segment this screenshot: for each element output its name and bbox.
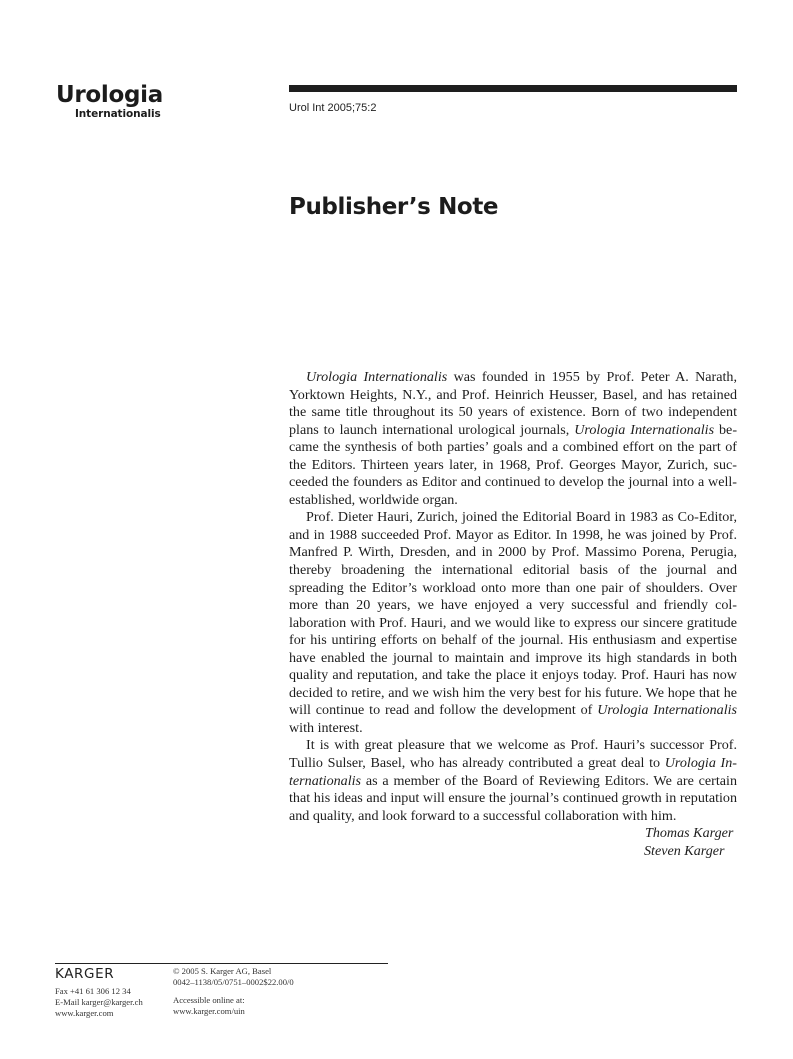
paragraph-2: [289, 509, 737, 737]
paragraph-1: [289, 369, 737, 509]
text-run: Prof. Dieter Hauri, Zurich, joined the Editorial Board in 1983 as Co-Editor, and in 1988 succeeded Prof. Mayor as Editor. In 1998, he was joined by Prof. Manfred P. Wirth, Dresden, and in 2000 by Prof. Massimo Porena, Perugia, thereby broadening the international editorial basis of the journal and spreading the Editor’s workload onto more than one pair of shoulders. Over more than 20 years, we have enjoyed a very successful and friendly collaboration with Prof. Hauri, and we would like to express our sincere gratitude for his untiring efforts on behalf of the journal. His enthusiasm and expertise have enabled the journal to maintain and improve its high standards in both quality and reputation, and take the place it enjoys today. Prof. Hauri has now decided to retire, and we wish him the very best for his future. We hope that he will continue to read and follow the development of: [289, 509, 737, 719]
website-link[interactable]: www.karger.com: [55, 1008, 114, 1018]
text-run: became the synthesis of both parties’ goals and a combined effort on the part of the Editors. Thirteen years later, in 1968, Prof. Georges Mayor, Zurich, succeeded the founders as Editor and continued to develop the journal into a well-established, worldwide organ.: [289, 421, 738, 508]
email-link[interactable]: E-Mail karger@karger.ch: [55, 997, 143, 1007]
journal-name-italic: Urologia Internationalis: [574, 421, 715, 438]
journal-name-italic: Urologia Internationalis: [289, 755, 737, 789]
signature-block: [289, 825, 737, 860]
text-run: was founded in 1955 by Prof. Peter A. Narath, Yorktown Heights, N.Y., and Prof. Heinrich Heusser, Basel, and has retained the same title throughout its 50 years of existence. Born of two independent plans to launch international urological journals,: [289, 369, 737, 438]
paragraph-3: [289, 737, 737, 825]
article-body: [289, 369, 737, 860]
footer-copyright: [173, 966, 373, 1017]
copyright-notice: © 2005 S. Karger AG, Basel: [173, 966, 272, 976]
text-run: as a member of the Board of Reviewing Editors. We are certain that his ideas and input will ensure the journal’s continued growth in reputation and quality, and look forward to a successful collaboration with him.: [289, 772, 737, 824]
article-code: 0042–1138/05/0751–0002$22.00/0: [173, 977, 294, 987]
karger-logo: KARGER: [55, 966, 115, 982]
online-access-link[interactable]: www.karger.com/uin: [173, 1006, 245, 1016]
header-rule: [289, 85, 737, 92]
journal-name-italic: Urologia Internationalis: [306, 369, 448, 385]
journal-name-italic: Urologia Internationalis: [597, 702, 738, 719]
journal-citation: Urol Int 2005;75:2: [289, 102, 377, 114]
journal-logo-main: Urologia: [56, 82, 163, 108]
text-run: It is with great pleasure that we welcome as Prof. Hauri’s successor Prof. Tullio Sulser, Basel, who has already contributed a great deal to: [289, 737, 737, 772]
text-run: with interest.: [289, 719, 363, 736]
signature-thomas-karger: Thomas Karger: [645, 825, 734, 842]
signature-steven-karger: Steven Karger: [644, 842, 725, 859]
footer-rule: [55, 963, 388, 964]
online-access-label: Accessible online at:: [173, 995, 245, 1005]
journal-logo: [56, 82, 166, 120]
footer-contact: [55, 966, 173, 1019]
fax-number: Fax +41 61 306 12 34: [55, 986, 131, 996]
journal-logo-sub: Internationalis: [75, 108, 161, 120]
article-title: Publisher’s Note: [289, 194, 499, 220]
